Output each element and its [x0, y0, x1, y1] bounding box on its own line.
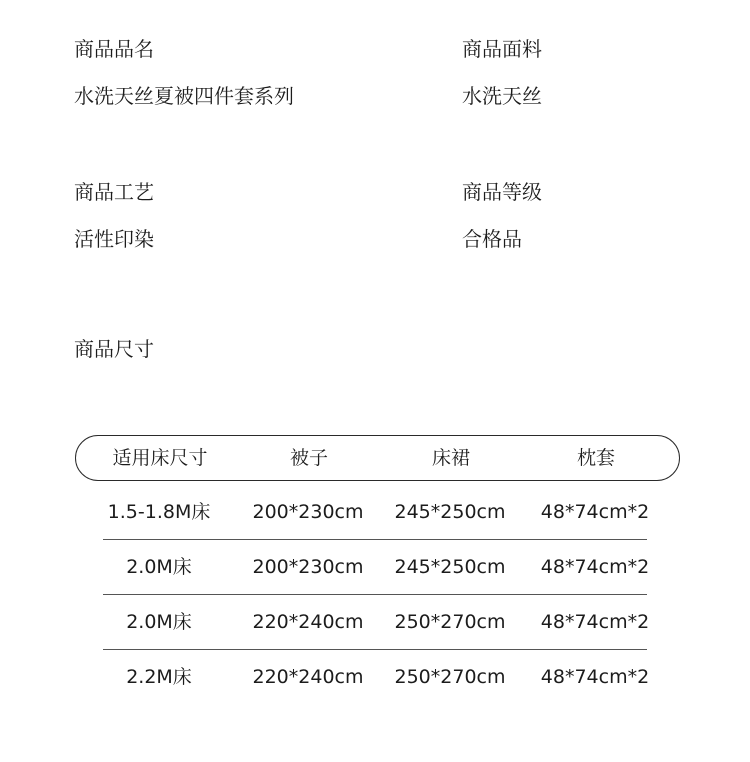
row-bed-skirt: 250*270cm — [394, 666, 506, 688]
row-quilt: 200*230cm — [252, 501, 364, 523]
row-bed-skirt: 245*250cm — [394, 501, 506, 523]
field-value-grade: 合格品 — [462, 227, 522, 251]
header-bed-skirt: 床裙 — [431, 447, 470, 469]
table-row — [75, 485, 680, 540]
row-bed-skirt: 250*270cm — [394, 611, 506, 633]
row-quilt: 200*230cm — [252, 556, 364, 578]
field-label-name: 商品品名 — [74, 37, 154, 61]
field-label-grade: 商品等级 — [462, 180, 542, 204]
table-header — [75, 435, 680, 481]
table-row — [75, 540, 680, 595]
field-label-craft: 商品工艺 — [74, 180, 154, 204]
header-pillowcase: 枕套 — [576, 447, 615, 469]
row-bed-skirt: 245*250cm — [394, 556, 506, 578]
size-table — [75, 435, 680, 705]
row-pillowcase: 48*74cm*2 — [540, 501, 650, 523]
row-quilt: 220*240cm — [252, 666, 364, 688]
table-row — [75, 595, 680, 650]
row-bed-size: 2.2M床 — [126, 666, 192, 688]
row-pillowcase: 48*74cm*2 — [540, 611, 650, 633]
table-row — [75, 650, 680, 705]
header-bed-size: 适用床尺寸 — [112, 447, 208, 469]
header-quilt: 被子 — [289, 447, 328, 469]
field-value-fabric: 水洗天丝 — [462, 84, 542, 108]
field-value-craft: 活性印染 — [74, 227, 154, 251]
row-bed-size: 2.0M床 — [126, 556, 192, 578]
field-value-name: 水洗天丝夏被四件套系列 — [74, 84, 294, 108]
size-section-label: 商品尺寸 — [74, 337, 154, 361]
row-bed-size: 2.0M床 — [126, 611, 192, 633]
field-label-fabric: 商品面料 — [462, 37, 542, 61]
row-pillowcase: 48*74cm*2 — [540, 556, 650, 578]
row-pillowcase: 48*74cm*2 — [540, 666, 650, 688]
row-quilt: 220*240cm — [252, 611, 364, 633]
row-bed-size: 1.5-1.8M床 — [107, 501, 211, 523]
